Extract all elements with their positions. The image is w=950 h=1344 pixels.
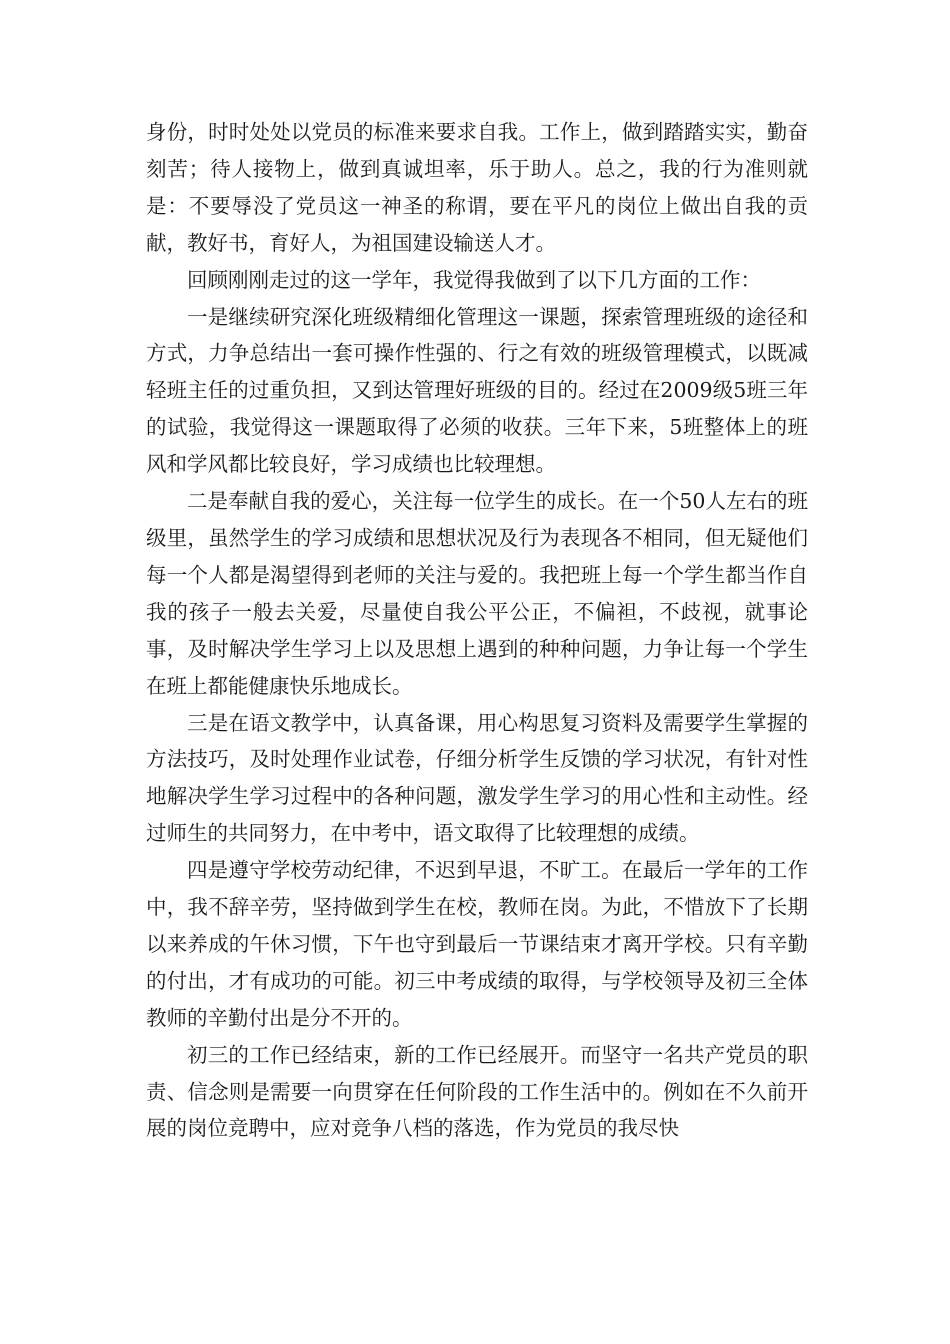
document-body bbox=[146, 114, 808, 1147]
paragraph-point-four: 四是遵守学校劳动纪律，不迟到早退，不旷工。在最后一学年的工作中，我不辞辛劳，坚持做到学生在校，教师在岗。为此，不惜放下了长期以来养成的午休习惯，下午也守到最后一节课结束才离开学校。只有辛勤的付出，才有成功的可能。初三中考成绩的取得，与学校领导及初三全体教师的辛勤付出是分不开的。 bbox=[146, 858, 808, 1030]
paragraph-point-three: 三是在语文教学中，认真备课，用心构思复习资料及需要学生掌握的方法技巧，及时处理作业试卷，仔细分析学生反馈的学习状况，有针对性地解决学生学习过程中的各种问题，激发学生学习的用心性和主动性。经过师生的共同努力，在中考中，语文取得了比较理想的成绩。 bbox=[146, 710, 808, 846]
paragraph-review-intro: 回顾刚刚走过的这一学年，我觉得我做到了以下几方面的工作： bbox=[187, 267, 761, 292]
paragraph-point-two: 二是奉献自我的爱心，关注每一位学生的成长。在一个50人左右的班级里，虽然学生的学习成绩和思想状况及行为表现各不相同，但无疑他们每一个人都是渴望得到老师的关注与爱的。我把班上每一个学生都当作自我的孩子一般去关爱，尽量使自我公平公正，不偏袒，不歧视，就事论事，及时解决学生学习上以及思想上遇到的种种问题，力争让每一个学生在班上都能健康快乐地成长。 bbox=[146, 489, 808, 698]
paragraph-closing: 初三的工作已经结束，新的工作已经展开。而坚守一名共产党员的职责、信念则是需要一向贯穿在任何阶段的工作生活中的。例如在不久前开展的岗位竞聘中，应对竞争八档的落选，作为党员的我尽快 bbox=[146, 1042, 808, 1141]
paragraph-point-one: 一是继续研究深化班级精细化管理这一课题，探索管理班级的途径和方式，力争总结出一套可操作性强的、行之有效的班级管理模式，以既减轻班主任的过重负担，又到达管理好班级的目的。经过在2009级5班三年的试验，我觉得这一课题取得了必须的收获。三年下来，5班整体上的班风和学风都比较良好，学习成绩也比较理想。 bbox=[146, 304, 808, 477]
paragraph-continuation: 身份，时时处处以党员的标准来要求自我。工作上，做到踏踏实实，勤奋刻苦；待人接物上，做到真诚坦率，乐于助人。总之，我的行为准则就是：不要辱没了党员这一神圣的称谓，要在平凡的岗位上做出自我的贡献，教好书，育好人，为祖国建设输送人才。 bbox=[146, 120, 808, 255]
